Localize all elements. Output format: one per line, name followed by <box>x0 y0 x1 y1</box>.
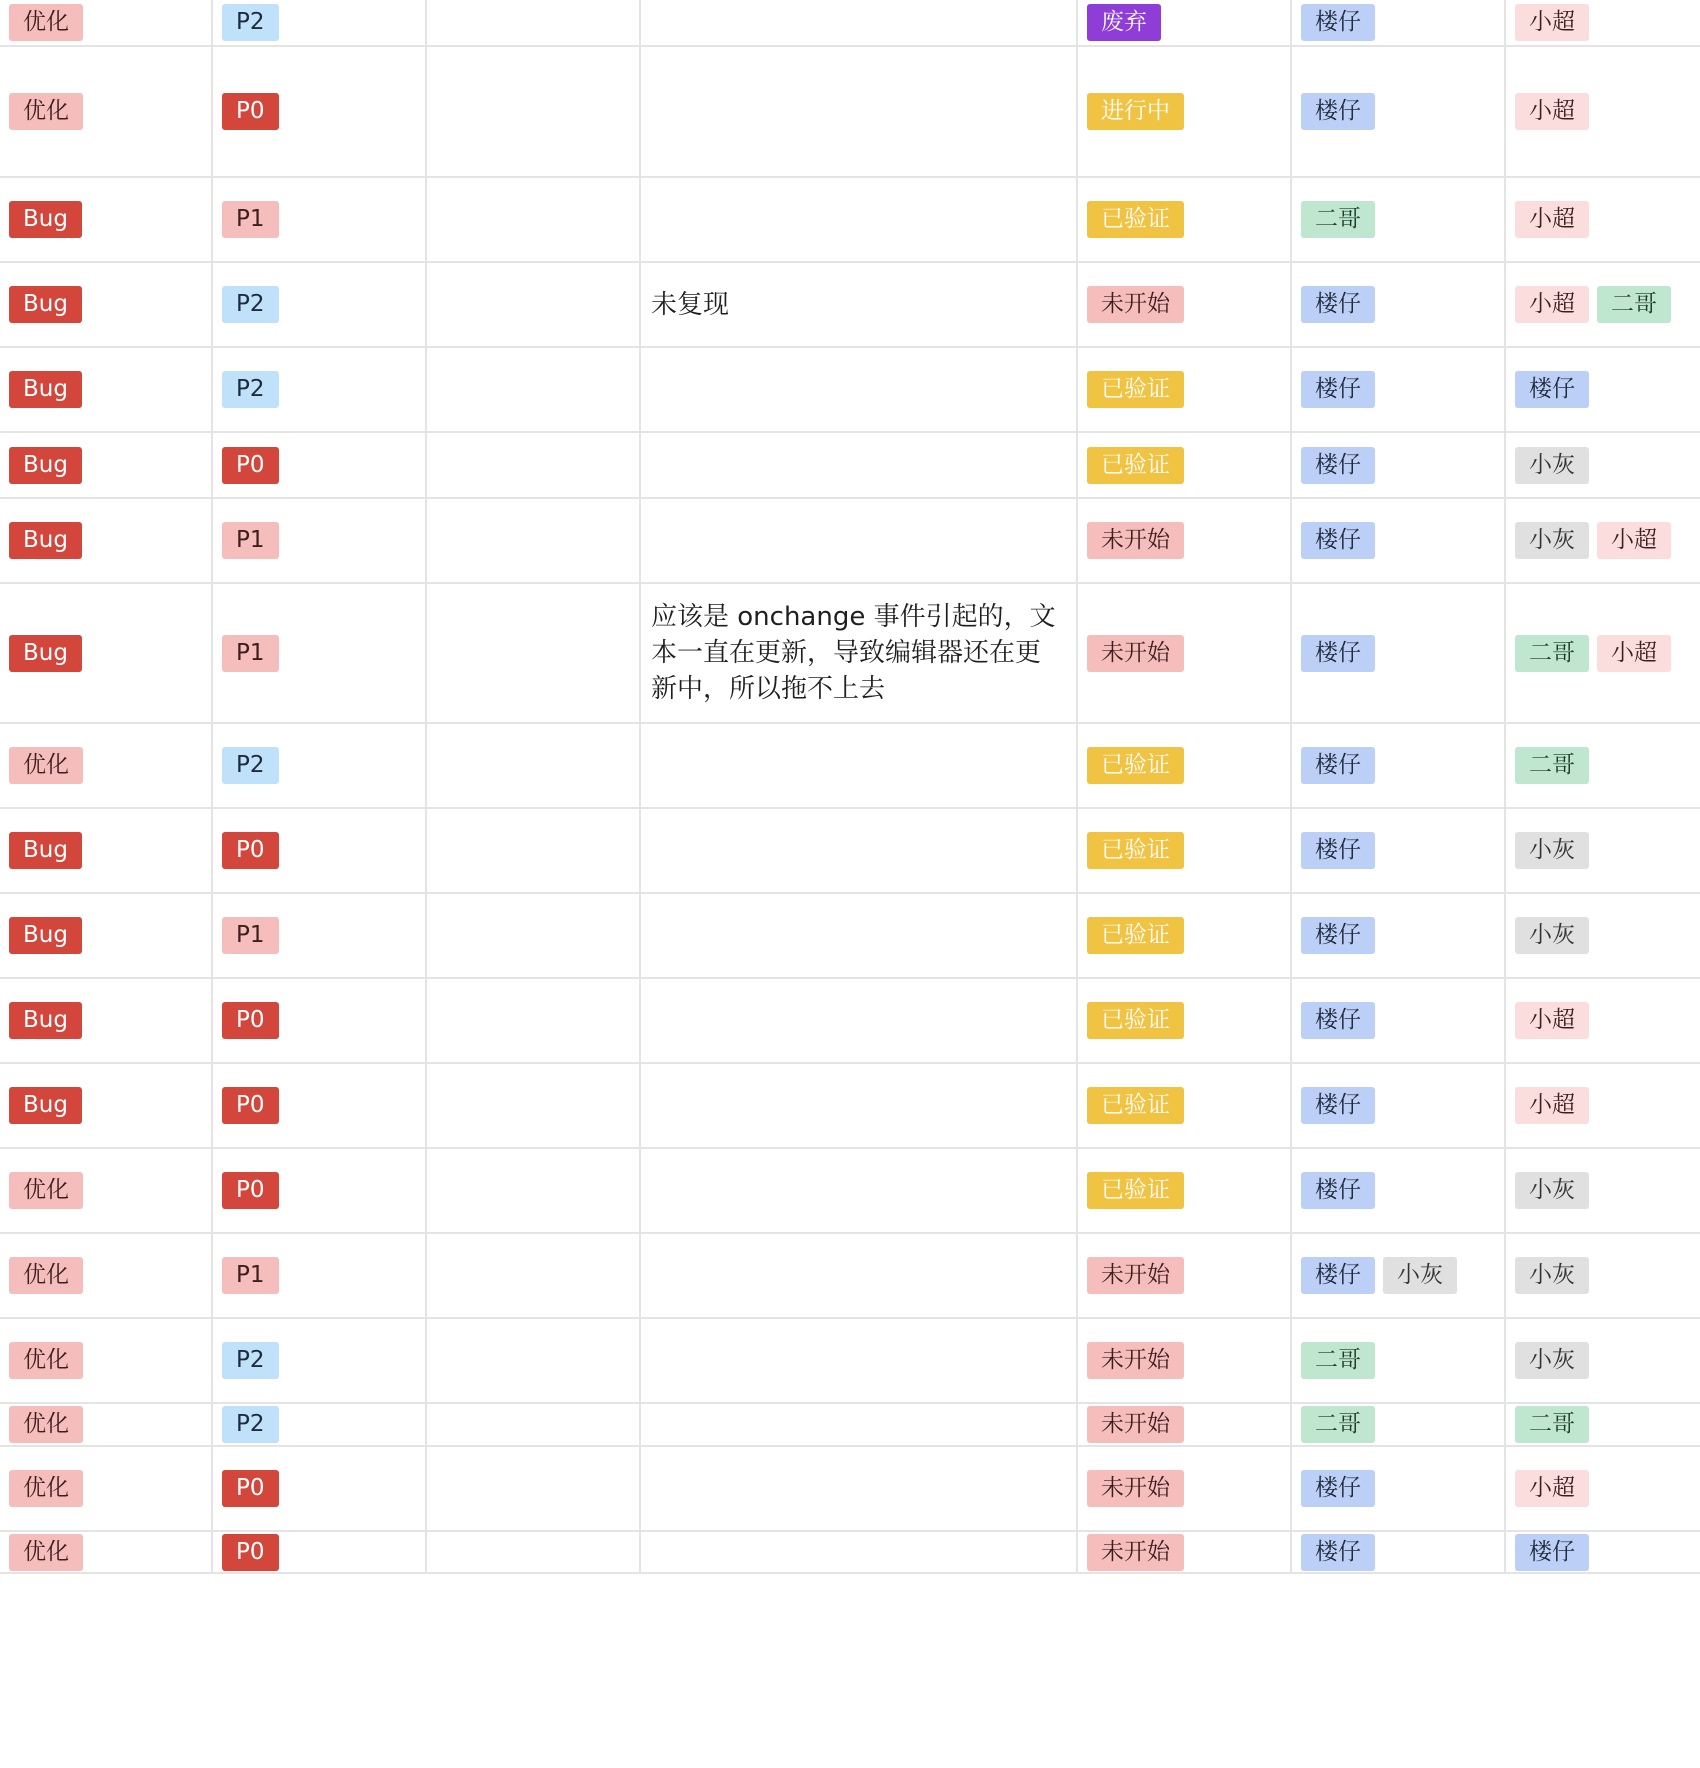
verifier-tag[interactable]: 小灰 <box>1515 1257 1589 1294</box>
type-cell[interactable] <box>0 1149 213 1232</box>
status-tag[interactable]: 进行中 <box>1087 93 1184 130</box>
assignee-tag[interactable]: 小灰 <box>1383 1257 1457 1294</box>
note-cell[interactable] <box>641 1447 1078 1530</box>
table-row <box>0 499 1700 584</box>
type-cell[interactable] <box>0 979 213 1062</box>
empty-cell[interactable] <box>427 584 641 722</box>
status-cell[interactable] <box>1078 724 1292 807</box>
type-tag[interactable]: Bug <box>9 917 82 954</box>
table-row <box>0 1149 1700 1234</box>
verifier-tag[interactable]: 二哥 <box>1515 635 1589 672</box>
assignee-cell[interactable] <box>1292 263 1506 346</box>
type-cell[interactable] <box>0 433 213 497</box>
verifier-tag[interactable]: 小灰 <box>1515 522 1589 559</box>
empty-cell[interactable] <box>427 979 641 1062</box>
type-cell[interactable] <box>0 499 213 582</box>
assignee-cell[interactable] <box>1292 1532 1506 1572</box>
type-cell[interactable] <box>0 348 213 431</box>
type-tag[interactable]: Bug <box>9 1002 82 1039</box>
type-tag[interactable]: 优化 <box>9 93 83 130</box>
type-cell[interactable] <box>0 1447 213 1530</box>
note-cell[interactable] <box>641 809 1078 892</box>
type-tag[interactable]: 优化 <box>9 1534 83 1571</box>
status-tag[interactable]: 已验证 <box>1087 201 1184 238</box>
priority-tag[interactable]: P1 <box>222 522 279 559</box>
empty-cell[interactable] <box>427 178 641 261</box>
note-cell[interactable] <box>641 1234 1078 1317</box>
type-cell[interactable] <box>0 809 213 892</box>
table-row <box>0 1532 1700 1574</box>
empty-cell[interactable] <box>427 1234 641 1317</box>
verifier-tag[interactable]: 小超 <box>1597 522 1671 559</box>
priority-cell[interactable] <box>213 1234 427 1317</box>
verifier-cell[interactable] <box>1506 1532 1700 1572</box>
priority-cell[interactable] <box>213 584 427 722</box>
table-row <box>0 263 1700 348</box>
table-row <box>0 979 1700 1064</box>
verifier-cell[interactable] <box>1506 263 1700 346</box>
priority-tag[interactable]: P0 <box>222 1002 279 1039</box>
verifier-cell[interactable] <box>1506 894 1700 977</box>
status-tag[interactable]: 未开始 <box>1087 1406 1184 1443</box>
assignee-tag[interactable]: 楼仔 <box>1301 447 1375 484</box>
priority-cell[interactable] <box>213 433 427 497</box>
status-cell[interactable] <box>1078 178 1292 261</box>
verifier-tag[interactable]: 楼仔 <box>1515 371 1589 408</box>
verifier-tag[interactable]: 小超 <box>1515 4 1589 41</box>
status-tag[interactable]: 已验证 <box>1087 447 1184 484</box>
table-row <box>0 809 1700 894</box>
assignee-tag[interactable]: 楼仔 <box>1301 371 1375 408</box>
note-cell[interactable] <box>641 499 1078 582</box>
verifier-tag[interactable]: 小灰 <box>1515 1172 1589 1209</box>
verifier-cell[interactable] <box>1506 1064 1700 1147</box>
assignee-cell[interactable] <box>1292 433 1506 497</box>
note-cell[interactable] <box>641 724 1078 807</box>
assignee-cell[interactable] <box>1292 178 1506 261</box>
type-cell[interactable] <box>0 178 213 261</box>
verifier-tag[interactable]: 楼仔 <box>1515 1534 1589 1571</box>
status-tag[interactable]: 已验证 <box>1087 1087 1184 1124</box>
table-row <box>0 178 1700 263</box>
verifier-tag[interactable]: 小超 <box>1515 93 1589 130</box>
assignee-tag[interactable]: 楼仔 <box>1301 1087 1375 1124</box>
type-tag[interactable]: Bug <box>9 635 82 672</box>
status-cell[interactable] <box>1078 263 1292 346</box>
priority-cell[interactable] <box>213 1532 427 1572</box>
status-tag[interactable]: 已验证 <box>1087 1002 1184 1039</box>
empty-cell[interactable] <box>427 809 641 892</box>
type-tag[interactable]: Bug <box>9 522 82 559</box>
type-tag[interactable]: Bug <box>9 832 82 869</box>
verifier-cell[interactable] <box>1506 724 1700 807</box>
assignee-tag[interactable]: 楼仔 <box>1301 917 1375 954</box>
status-cell[interactable] <box>1078 1404 1292 1445</box>
assignee-tag[interactable]: 楼仔 <box>1301 93 1375 130</box>
table-row <box>0 584 1700 724</box>
assignee-tag[interactable]: 楼仔 <box>1301 1534 1375 1571</box>
type-tag[interactable]: 优化 <box>9 1406 83 1443</box>
priority-tag[interactable]: P0 <box>222 832 279 869</box>
type-tag[interactable]: Bug <box>9 447 82 484</box>
priority-tag[interactable]: P0 <box>222 447 279 484</box>
assignee-cell[interactable] <box>1292 894 1506 977</box>
table-row <box>0 1319 1700 1404</box>
status-tag[interactable]: 已验证 <box>1087 747 1184 784</box>
empty-cell[interactable] <box>427 1447 641 1530</box>
status-tag[interactable]: 未开始 <box>1087 635 1184 672</box>
type-cell[interactable] <box>0 1404 213 1445</box>
priority-cell[interactable] <box>213 1404 427 1445</box>
assignee-cell[interactable] <box>1292 584 1506 722</box>
type-cell[interactable] <box>0 263 213 346</box>
priority-cell[interactable] <box>213 894 427 977</box>
verifier-tag[interactable]: 小超 <box>1515 1087 1589 1124</box>
assignee-cell[interactable] <box>1292 1404 1506 1445</box>
assignee-tag[interactable]: 楼仔 <box>1301 747 1375 784</box>
assignee-tag[interactable]: 二哥 <box>1301 201 1375 238</box>
verifier-tag[interactable]: 二哥 <box>1515 747 1589 784</box>
status-tag[interactable]: 未开始 <box>1087 1534 1184 1571</box>
assignee-cell[interactable] <box>1292 47 1506 176</box>
verifier-cell[interactable] <box>1506 433 1700 497</box>
verifier-cell[interactable] <box>1506 1319 1700 1402</box>
assignee-cell[interactable] <box>1292 1319 1506 1402</box>
note-cell[interactable] <box>641 584 1078 722</box>
status-cell[interactable] <box>1078 1149 1292 1232</box>
assignee-cell[interactable] <box>1292 1447 1506 1530</box>
note-cell[interactable] <box>641 47 1078 176</box>
verifier-tag[interactable]: 小超 <box>1515 1470 1589 1507</box>
empty-cell[interactable] <box>427 0 641 45</box>
assignee-cell[interactable] <box>1292 1234 1506 1317</box>
type-cell[interactable] <box>0 1234 213 1317</box>
priority-cell[interactable] <box>213 47 427 176</box>
status-cell[interactable] <box>1078 0 1292 45</box>
table-row <box>0 1234 1700 1319</box>
empty-cell[interactable] <box>427 348 641 431</box>
note-cell[interactable] <box>641 1404 1078 1445</box>
assignee-cell[interactable] <box>1292 1149 1506 1232</box>
status-cell[interactable] <box>1078 979 1292 1062</box>
empty-cell[interactable] <box>427 47 641 176</box>
priority-cell[interactable] <box>213 979 427 1062</box>
verifier-tag[interactable]: 小超 <box>1597 635 1671 672</box>
priority-tag[interactable]: P2 <box>222 747 279 784</box>
priority-tag[interactable]: P0 <box>222 93 279 130</box>
assignee-tag[interactable]: 二哥 <box>1301 1342 1375 1379</box>
assignee-tag[interactable]: 楼仔 <box>1301 522 1375 559</box>
type-cell[interactable] <box>0 0 213 45</box>
priority-tag[interactable]: P2 <box>222 286 279 323</box>
note-cell[interactable] <box>641 1149 1078 1232</box>
assignee-cell[interactable] <box>1292 0 1506 45</box>
verifier-cell[interactable] <box>1506 0 1700 45</box>
verifier-tag[interactable]: 小超 <box>1515 201 1589 238</box>
type-cell[interactable] <box>0 1532 213 1572</box>
assignee-cell[interactable] <box>1292 1064 1506 1147</box>
assignee-cell[interactable] <box>1292 499 1506 582</box>
type-tag[interactable]: 优化 <box>9 1342 83 1379</box>
verifier-cell[interactable] <box>1506 499 1700 582</box>
assignee-tag[interactable]: 楼仔 <box>1301 1257 1375 1294</box>
status-cell[interactable] <box>1078 1447 1292 1530</box>
verifier-tag[interactable]: 小灰 <box>1515 917 1589 954</box>
assignee-cell[interactable] <box>1292 348 1506 431</box>
table-row <box>0 894 1700 979</box>
assignee-tag[interactable]: 楼仔 <box>1301 832 1375 869</box>
priority-tag[interactable]: P1 <box>222 201 279 238</box>
priority-cell[interactable] <box>213 178 427 261</box>
priority-tag[interactable]: P0 <box>222 1087 279 1124</box>
note-cell[interactable] <box>641 263 1078 346</box>
verifier-cell[interactable] <box>1506 1404 1700 1445</box>
verifier-cell[interactable] <box>1506 348 1700 431</box>
empty-cell[interactable] <box>427 499 641 582</box>
assignee-tag[interactable]: 二哥 <box>1301 1406 1375 1443</box>
empty-cell[interactable] <box>427 894 641 977</box>
empty-cell[interactable] <box>427 1149 641 1232</box>
assignee-tag[interactable]: 楼仔 <box>1301 1470 1375 1507</box>
type-cell[interactable] <box>0 724 213 807</box>
status-cell[interactable] <box>1078 1319 1292 1402</box>
priority-tag[interactable]: P1 <box>222 1257 279 1294</box>
priority-cell[interactable] <box>213 499 427 582</box>
status-tag[interactable]: 未开始 <box>1087 286 1184 323</box>
status-tag[interactable]: 已验证 <box>1087 371 1184 408</box>
status-cell[interactable] <box>1078 433 1292 497</box>
priority-tag[interactable]: P0 <box>222 1172 279 1209</box>
note-cell[interactable] <box>641 1532 1078 1572</box>
note-cell[interactable] <box>641 979 1078 1062</box>
priority-tag[interactable]: P2 <box>222 1342 279 1379</box>
table-row <box>0 47 1700 178</box>
status-tag[interactable]: 未开始 <box>1087 1257 1184 1294</box>
priority-cell[interactable] <box>213 0 427 45</box>
verifier-cell[interactable] <box>1506 584 1700 722</box>
priority-tag[interactable]: P2 <box>222 371 279 408</box>
status-cell[interactable] <box>1078 348 1292 431</box>
table-row <box>0 724 1700 809</box>
type-tag[interactable]: 优化 <box>9 1172 83 1209</box>
status-cell[interactable] <box>1078 894 1292 977</box>
note-cell[interactable] <box>641 1319 1078 1402</box>
table-row <box>0 433 1700 499</box>
status-tag[interactable]: 废弃 <box>1087 4 1161 41</box>
status-tag[interactable]: 未开始 <box>1087 522 1184 559</box>
priority-cell[interactable] <box>213 1319 427 1402</box>
empty-cell[interactable] <box>427 1404 641 1445</box>
type-tag[interactable]: 优化 <box>9 747 83 784</box>
priority-tag[interactable]: P2 <box>222 1406 279 1443</box>
verifier-tag[interactable]: 小超 <box>1515 1002 1589 1039</box>
priority-tag[interactable]: P2 <box>222 4 279 41</box>
priority-tag[interactable]: P1 <box>222 635 279 672</box>
type-tag[interactable]: 优化 <box>9 4 83 41</box>
verifier-cell[interactable] <box>1506 47 1700 176</box>
note-cell[interactable] <box>641 894 1078 977</box>
verifier-cell[interactable] <box>1506 1234 1700 1317</box>
assignee-cell[interactable] <box>1292 809 1506 892</box>
priority-cell[interactable] <box>213 348 427 431</box>
assignee-tag[interactable]: 楼仔 <box>1301 286 1375 323</box>
priority-cell[interactable] <box>213 263 427 346</box>
verifier-tag[interactable]: 小超 <box>1515 286 1589 323</box>
assignee-tag[interactable]: 楼仔 <box>1301 635 1375 672</box>
empty-cell[interactable] <box>427 1064 641 1147</box>
assignee-tag[interactable]: 楼仔 <box>1301 1002 1375 1039</box>
status-cell[interactable] <box>1078 584 1292 722</box>
empty-cell[interactable] <box>427 263 641 346</box>
status-cell[interactable] <box>1078 1234 1292 1317</box>
status-tag[interactable]: 已验证 <box>1087 832 1184 869</box>
assignee-cell[interactable] <box>1292 724 1506 807</box>
priority-cell[interactable] <box>213 1064 427 1147</box>
type-tag[interactable]: Bug <box>9 371 82 408</box>
table-row <box>0 1064 1700 1149</box>
assignee-tag[interactable]: 楼仔 <box>1301 1172 1375 1209</box>
type-cell[interactable] <box>0 1319 213 1402</box>
verifier-tag[interactable]: 二哥 <box>1515 1406 1589 1443</box>
status-tag[interactable]: 未开始 <box>1087 1342 1184 1379</box>
verifier-tag[interactable]: 小灰 <box>1515 1342 1589 1379</box>
status-tag[interactable]: 未开始 <box>1087 1470 1184 1507</box>
priority-cell[interactable] <box>213 809 427 892</box>
type-tag[interactable]: 优化 <box>9 1470 83 1507</box>
verifier-cell[interactable] <box>1506 1149 1700 1232</box>
type-tag[interactable]: 优化 <box>9 1257 83 1294</box>
status-cell[interactable] <box>1078 1064 1292 1147</box>
note-text: 应该是 onchange 事件引起的，文本一直在更新，导致编辑器还在更新中，所以拖不上去 <box>651 602 1056 704</box>
note-cell[interactable] <box>641 178 1078 261</box>
empty-cell[interactable] <box>427 433 641 497</box>
verifier-cell[interactable] <box>1506 1447 1700 1530</box>
verifier-cell[interactable] <box>1506 809 1700 892</box>
type-cell[interactable] <box>0 584 213 722</box>
type-tag[interactable]: Bug <box>9 286 82 323</box>
status-cell[interactable] <box>1078 499 1292 582</box>
table-row <box>0 348 1700 433</box>
priority-tag[interactable]: P0 <box>222 1534 279 1571</box>
table-row <box>0 1404 1700 1447</box>
note-cell[interactable] <box>641 0 1078 45</box>
note-cell[interactable] <box>641 348 1078 431</box>
type-cell[interactable] <box>0 47 213 176</box>
priority-cell[interactable] <box>213 1447 427 1530</box>
status-tag[interactable]: 已验证 <box>1087 1172 1184 1209</box>
priority-cell[interactable] <box>213 1149 427 1232</box>
table-row <box>0 1447 1700 1532</box>
priority-cell[interactable] <box>213 724 427 807</box>
status-tag[interactable]: 已验证 <box>1087 917 1184 954</box>
type-cell[interactable] <box>0 1064 213 1147</box>
assignee-cell[interactable] <box>1292 979 1506 1062</box>
empty-cell[interactable] <box>427 724 641 807</box>
verifier-cell[interactable] <box>1506 178 1700 261</box>
type-cell[interactable] <box>0 894 213 977</box>
verifier-tag[interactable]: 二哥 <box>1597 286 1671 323</box>
verifier-tag[interactable]: 小灰 <box>1515 832 1589 869</box>
verifier-tag[interactable]: 小灰 <box>1515 447 1589 484</box>
note-text: 未复现 <box>651 289 730 320</box>
empty-cell[interactable] <box>427 1532 641 1572</box>
priority-tag[interactable]: P1 <box>222 917 279 954</box>
table-row <box>0 0 1700 47</box>
note-cell[interactable] <box>641 433 1078 497</box>
type-tag[interactable]: Bug <box>9 201 82 238</box>
assignee-tag[interactable]: 楼仔 <box>1301 4 1375 41</box>
type-tag[interactable]: Bug <box>9 1087 82 1124</box>
note-cell[interactable] <box>641 1064 1078 1147</box>
verifier-cell[interactable] <box>1506 979 1700 1062</box>
status-cell[interactable] <box>1078 1532 1292 1572</box>
empty-cell[interactable] <box>427 1319 641 1402</box>
status-cell[interactable] <box>1078 809 1292 892</box>
status-cell[interactable] <box>1078 47 1292 176</box>
priority-tag[interactable]: P0 <box>222 1470 279 1507</box>
